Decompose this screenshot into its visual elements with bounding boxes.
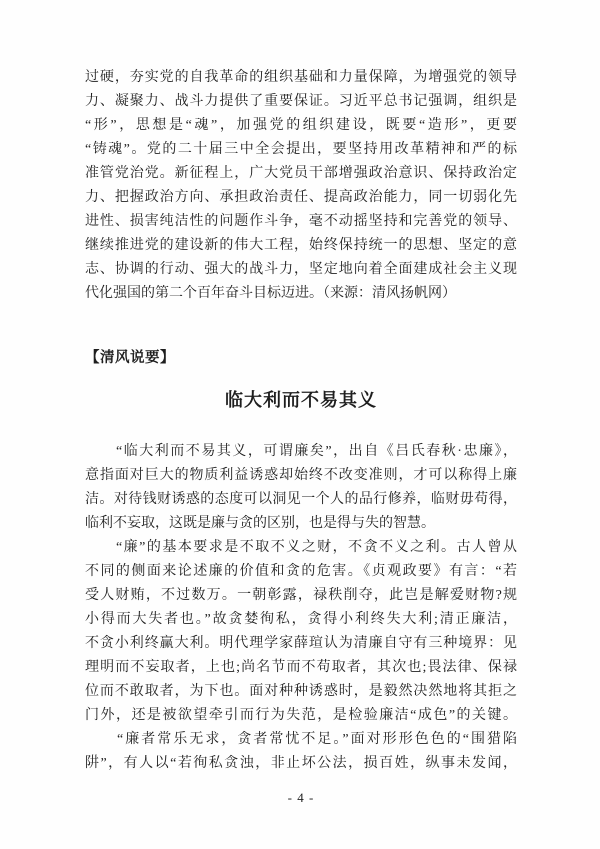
text-line: 进性、损害纯洁性的问题作斗争，毫不动摇坚持和完善党的领导、 (85, 214, 517, 229)
text-line: 代化强国的第二个百年奋斗目标迈进。（来源：清风扬帆网） (85, 286, 456, 301)
text-line: 位而不敢取者，为下也。面对种种诱惑时，是毅然决然地将其拒之 (85, 684, 517, 699)
article-title: 临大利而不易其义 (225, 390, 377, 410)
text-line: “形”，思想是“魂”，加强党的组织建设，既要“造形”，更要 (85, 118, 517, 133)
text-line: 力、凝聚力、战斗力提供了重要保证。习近平总书记强调，组织是 (85, 94, 517, 109)
text-line: 阱”，有人以“若徇私贪浊，非止坏公法，损百姓，纵事未发闻， (85, 756, 517, 771)
text-line: 力、把握政治方向、承担政治责任、提高政治能力，同一切弱化先 (85, 190, 517, 205)
text-line: 不贪小利终赢大利。明代理学家薛瑄认为清廉自守有三种境界：见 (85, 636, 517, 651)
text-line: 继续推进党的建设新的伟大工程，始终保持统一的思想、坚定的意 (85, 238, 517, 253)
text-line: 临利不妄取，这既是廉与贪的区别，也是得与失的智慧。 (85, 516, 435, 531)
page-content (85, 66, 517, 810)
text-line: 准管党治党。新征程上，广大党员干部增强政治意识、保持政治定 (85, 166, 517, 181)
text-line: “廉者常乐无求，贪者常忧不足。”面对形形色色的“围猎陷 (85, 732, 517, 747)
paragraph-lian-basic-requirement (85, 536, 517, 728)
paragraph-lian-da-li-intro (85, 440, 517, 536)
text-line: 小得而大失者也。”故贪婪徇私，贪得小利终失大利;清正廉洁， (85, 612, 517, 627)
page-number: - 4 - (287, 790, 315, 805)
text-line: 门外，还是被欲望牵引而行为失范，是检验廉洁“成色”的关键。 (85, 708, 517, 723)
text-line: 意指面对巨大的物质利益诱惑却始终不改变准则，才可以称得上廉 (85, 468, 517, 483)
paragraph-lian-zhe-chang-le (85, 728, 517, 776)
paragraph-party-building-continuation (85, 66, 517, 306)
text-line: 洁。对待钱财诱惑的态度可以洞见一个人的品行修养，临财毋苟得， (85, 492, 517, 507)
text-line: “临大利而不易其义，可谓廉矣”，出自《吕氏春秋·忠廉》， (85, 444, 517, 459)
text-line: 理明而不妄取者，上也;尚名节而不苟取者，其次也;畏法律、保禄 (85, 660, 517, 675)
text-line: 受人财贿，不过数万。一朝彰露，禄秩削夺，此岂是解爱财物?规 (85, 588, 517, 603)
text-line: 过硬，夯实党的自我革命的组织基础和力量保障，为增强党的领导 (85, 70, 517, 85)
section-label: 【清风说要】 (85, 350, 175, 366)
text-line: “铸魂”。党的二十届三中全会提出，要坚持用改革精神和严的标 (85, 142, 517, 157)
text-line: 不同的侧面来论述廉的价值和贪的危害。《贞观政要》有言：“若 (85, 564, 517, 579)
text-line: 志、协调的行动、强大的战斗力，坚定地向着全面建成社会主义现 (85, 262, 517, 277)
text-line: “廉”的基本要求是不取不义之财，不贪不义之利。古人曾从 (85, 540, 517, 555)
